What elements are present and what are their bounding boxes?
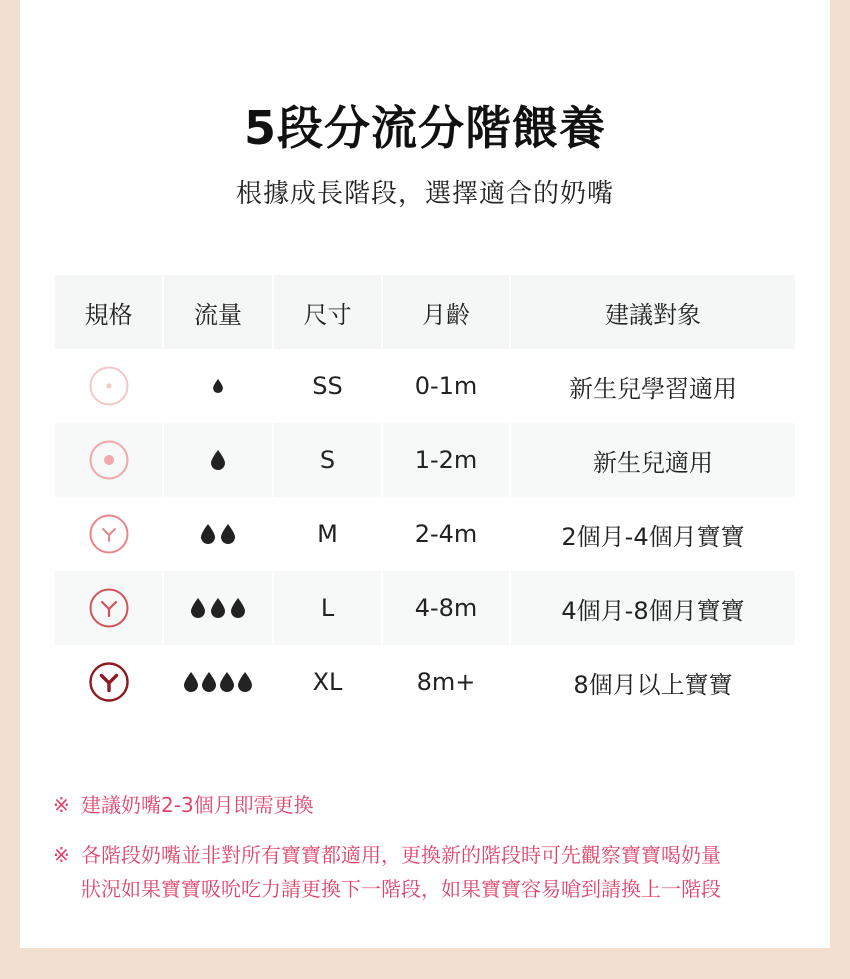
header-target: 建議對象 [511,275,795,349]
drop-icon [211,450,225,470]
header-flow: 流量 [164,275,274,349]
header-age: 月齡 [383,275,511,349]
size-cell: M [274,497,383,571]
nipple-ss-icon [89,366,129,406]
note-1 [53,788,314,822]
drop-icon [211,598,225,618]
age-cell: 1-2m [383,423,511,497]
target-cell: 新生兒學習適用 [569,374,737,403]
nipple-s-icon [89,440,129,480]
drop-icon [231,598,245,618]
note-mark: ※ [53,793,70,817]
drop-icon [202,672,216,692]
table-row [55,349,795,423]
header-size: 尺寸 [274,275,383,349]
note-2-line-2: 狀況如果寶寶吸吮吃力請更換下一階段，如果寶寶容易嗆到請換上一階段 [81,877,721,901]
note-2 [53,838,721,906]
table-row [55,497,795,571]
page-title: 5段分流分階餵養 [243,101,606,155]
flow-drops [211,450,225,470]
nipple-l-icon [89,588,129,628]
age-cell: 2-4m [383,497,511,571]
table-row [55,571,795,645]
size-cell: S [274,423,383,497]
target-cell: 8個月以上寶寶 [573,670,733,699]
table-header-row [55,275,795,349]
nipple-xl-icon [89,662,129,702]
note-1-text: 建議奶嘴2-3個月即需更換 [81,793,314,817]
table-row [55,423,795,497]
size-cell: L [274,571,383,645]
drop-icon [184,672,198,692]
table-row [55,645,795,719]
target-cell: 新生兒適用 [511,423,795,497]
target-cell: 2個月-4個月寶寶 [561,522,745,551]
drop-icon [201,524,215,544]
flow-drops [201,524,235,544]
note-2-line-1: 各階段奶嘴並非對所有寶寶都適用，更換新的階段時可先觀察寶寶喝奶量 [81,843,721,867]
drop-icon [213,379,223,393]
age-cell: 4-8m [383,571,511,645]
age-cell: 8m+ [383,645,511,719]
drop-icon [191,598,205,618]
size-cell: SS [274,349,383,423]
page-subtitle: 根據成長階段，選擇適合的奶嘴 [235,179,614,209]
target-cell: 4個月-8個月寶寶 [511,571,795,645]
flow-drops [191,598,245,618]
drop-icon [238,672,252,692]
nipple-m-icon [89,514,129,554]
header-spec: 規格 [55,275,164,349]
note-mark: ※ [53,843,70,867]
flow-drops [213,379,223,393]
drop-icon [221,524,235,544]
size-cell: XL [274,645,383,719]
drop-icon [220,672,234,692]
spec-table [55,275,795,719]
age-cell: 0-1m [383,349,511,423]
flow-drops [184,672,252,692]
